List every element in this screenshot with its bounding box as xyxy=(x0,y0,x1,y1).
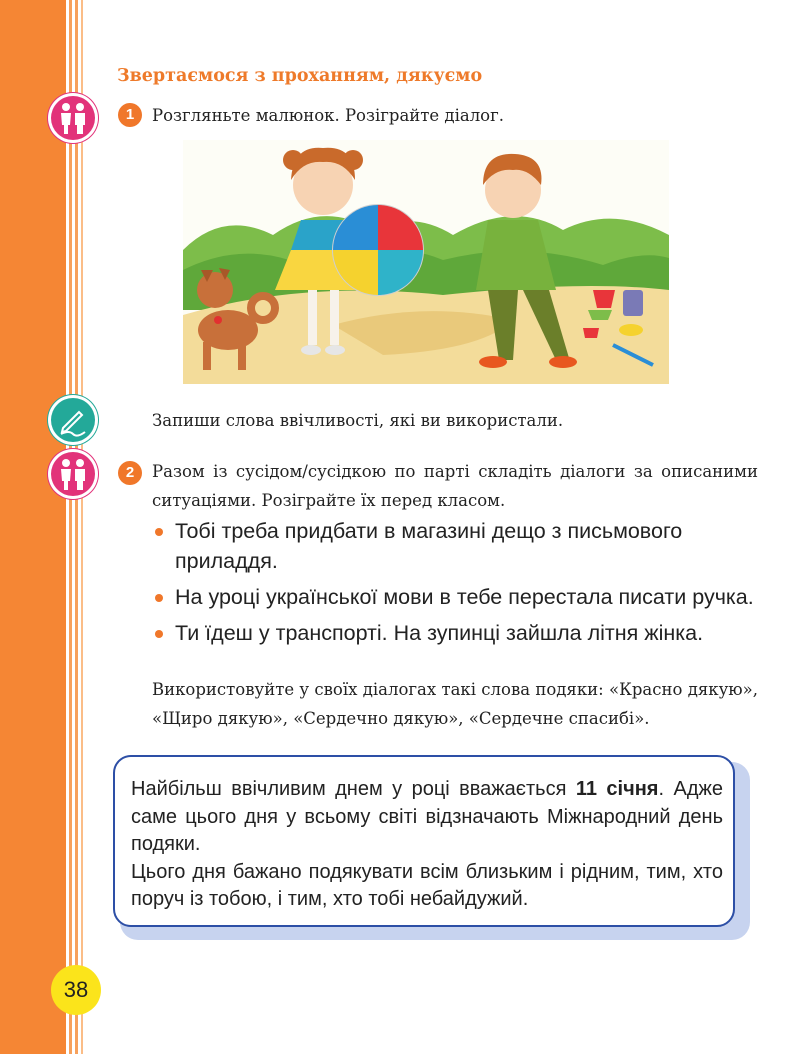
page-margin-band xyxy=(0,0,62,1054)
bullet-icon xyxy=(155,528,163,536)
thanks-words-hint: Використовуйте у своїх діалогах такі слова подяки: «Красно дякую», «Щиро дякую», «Сердечно дякую», «Сердечне спасибі». xyxy=(152,680,758,728)
task-2-instruction: Разом із сусідом/сусідкою по парті складіть діалоги за описаними ситуаціями. Розіграйте їх перед класом. xyxy=(152,462,758,510)
section-title: Звертаємося з проханням, дякуємо xyxy=(117,66,483,86)
page-margin-stripes xyxy=(62,0,94,1054)
bullet-icon xyxy=(155,594,163,602)
pair-work-icon xyxy=(51,452,95,496)
bullet-icon xyxy=(155,630,163,638)
list-item: На уроці української мови в тебе перестала писати ручка. xyxy=(153,582,758,612)
writing-task-instruction: Запиши слова ввічливості, які ви використали. xyxy=(152,411,564,430)
situations-list xyxy=(153,516,758,654)
list-item: Тобі треба придбати в магазині дещо з письмового приладдя. xyxy=(153,516,758,576)
task-2-number: 2 xyxy=(118,461,142,485)
children-with-ball-illustration xyxy=(183,140,669,384)
list-item: Ти їдеш у транспорті. На зупинці зайшла літня жінка. xyxy=(153,618,758,648)
page-number: 38 xyxy=(51,965,101,1015)
pair-work-icon xyxy=(51,96,95,140)
date-highlight: 11 січня xyxy=(575,778,659,800)
info-text: Найбільш ввічливим днем у році вважається 11 січня. Адже саме цього дня у всьому світі відзначають Міжнародний день подяки. Цього дня бажано подякувати всім близьким і рідним, тим, хто поруч із тобою, і тим, хто тобі небайдужий. xyxy=(131,778,723,910)
writing-task-icon xyxy=(51,398,95,442)
task-1-number: 1 xyxy=(118,103,142,127)
task-1-instruction: Розгляньте малюнок. Розіграйте діалог. xyxy=(152,106,505,125)
